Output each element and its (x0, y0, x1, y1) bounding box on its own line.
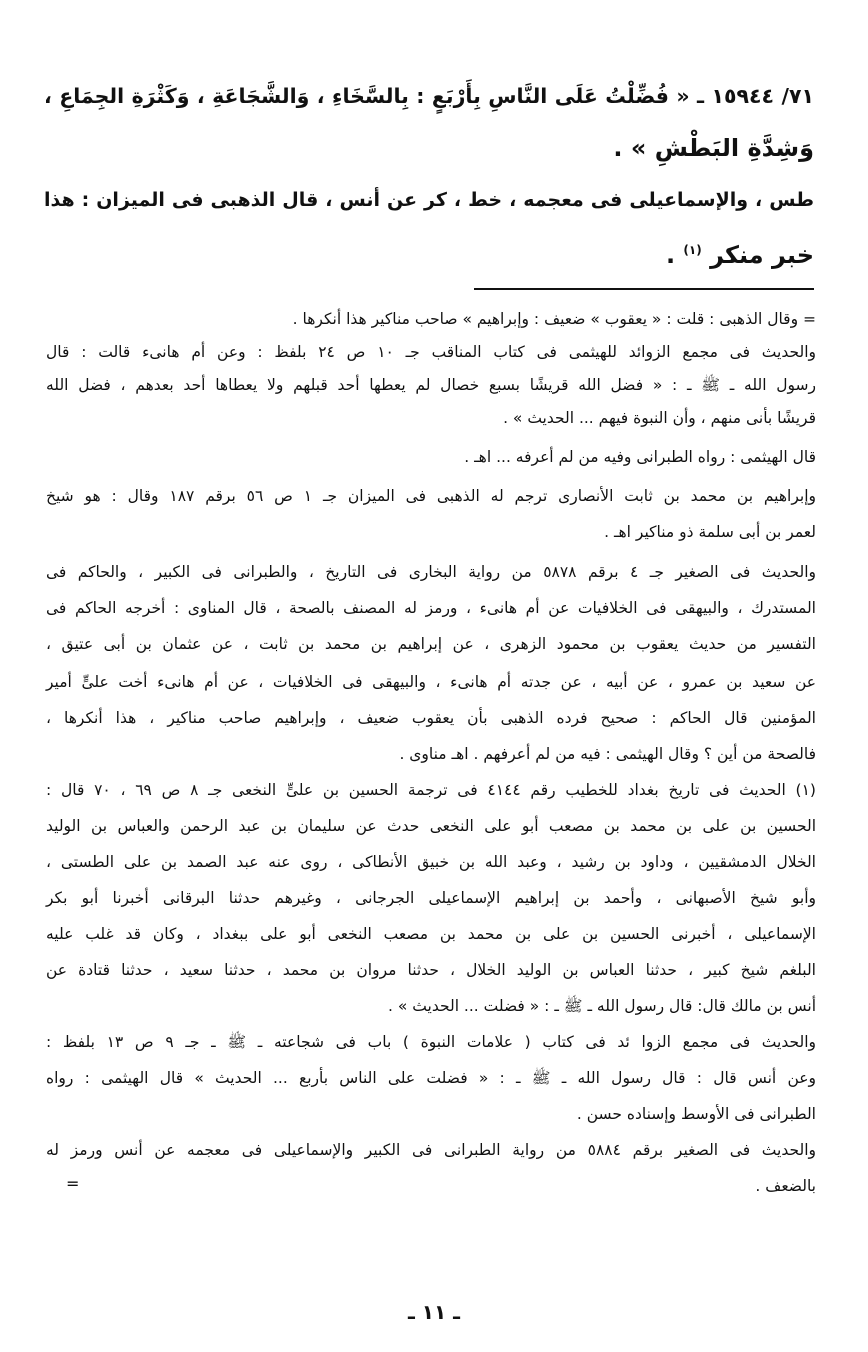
footnote-1-line: والحديث فى الصغير برقم ٥٨٨٤ من رواية الطبرانى فى الكبير والإسماعيلى فى معجمه عن أنس ورمز له (46, 1141, 816, 1159)
footnote-1-line: أنس بن مالك قال: قال رسول الله ـ ﷺ ـ : « فضلت ... الحديث » . (388, 997, 816, 1015)
hadith-source-line-1: طس ، والإسماعيلى فى معجمه ، خط ، كر عن أنس ، قال الذهبى فى الميزان : هذا (44, 189, 814, 211)
footnote-1-line: وعن أنس قال : قال رسول الله ـ ﷺ ـ : « فضلت على الناس بأربع ... الحديث » قال الهيثمى : رواه (46, 1069, 816, 1087)
footnote-1-line: الطبرانى فى الأوسط وإسناده حسن . (576, 1105, 816, 1123)
footnote-1-line: الخلال الدمشقيين ، وداود بن رشيد ، وعبد الله بن خبيق الأنطاكى ، روى عنه عبد الصمد بن على الطستى ، (46, 853, 816, 871)
prev-footnote-line: لعمر بن أبى سلمة ذو مناكير اهـ . (604, 523, 816, 541)
footnote-1-line: (١) الحديث فى تاريخ بغداد للخطيب رقم ٤١٤٤ فى ترجمة الحسين بن علىٍّ النخعى جـ ٨ ص ٦٩ ، ٧٠ قال : (46, 781, 816, 799)
footnote-marker: (١) (683, 243, 702, 257)
prev-footnote-line: والحديث فى الصغير جـ ٤ برقم ٥٨٧٨ من رواية البخارى فى التاريخ ، والطبرانى فى الكبير ، والحاكم فى (46, 563, 816, 581)
hadith-text-line-2: وَشِدَّةِ البَطْشِ » . (613, 134, 814, 162)
prev-footnote-line: قريشًا بأنى منهم ، وأن النبوة فيهم ... الحديث » . (503, 409, 816, 427)
footnote-1-line: والحديث فى مجمع الزوا ئد فى كتاب ( علامات النبوة ) باب فى شجاعته ـ ﷺ ـ جـ ٩ ص ١٣ بلفظ : (46, 1033, 816, 1051)
prev-footnote-line: عن سعيد بن عمرو ، عن أبيه ، عن جدته أم هانىء ، والبيهقى فى الخلافيات ، عن أم هانىء أخت علىٍّ أمير (46, 673, 816, 691)
prev-footnote-line: وإبراهيم بن محمد بن ثابت الأنصارى ترجم له الذهبى فى الميزان جـ ١ ص ٥٦ برقم ١٨٧ وقال : هو شيخ (46, 487, 816, 505)
footnote-1-line: البلغم شيخ كبير ، حدثنا العباس بن الوليد الخلال ، حدثنا مروان بن محمد ، حدثنا سعيد ، حدثنا قتادة عن (46, 961, 816, 979)
prev-footnote-line: المؤمنين قال الحاكم : صحيح فرده الذهبى بأن يعقوب ضعيف ، وإبراهيم صاحب مناكير ، هذا أنكرها ، (46, 709, 816, 727)
prev-footnote-line: فالصحة من أين ؟ وقال الهيثمى : فيه من لم أعرفهم . اهـ مناوى . (399, 745, 816, 763)
prev-footnote-line: التفسير من حديث يعقوب بن محمود الزهرى ، عن إبراهيم بن محمد بن ثابت ، عن عثمان بن أبى عتيق ، (46, 635, 816, 653)
source-text-end: . (665, 241, 684, 269)
prev-footnote-line: رسول الله ـ ﷺ ـ : « فضل الله قريشًا بسبع خصال لم يعطها أحد قبلهم ولا يعطاها أحد بعدهم ، فضل الله (46, 376, 816, 394)
footnote-1-line: الحسين بن على بن محمد بن مصعب أبو على النخعى حدث عن سليمان بن عبد الرحمن والعباس بن الوليد (46, 817, 816, 835)
prev-footnote-line: قال الهيثمى : رواه الطبرانى وفيه من لم أعرفه ... اهـ . (464, 448, 816, 466)
footnote-1-line: بالضعف . (755, 1177, 816, 1195)
page-number: ـ ١١ ـ (407, 1300, 461, 1324)
continuation-mark: = (66, 1174, 80, 1193)
source-text: خبر منكر (710, 241, 814, 269)
footnote-1-line: وأبو شيخ الأصبهانى ، وأحمد بن إبراهيم الإسماعيلى الجرجانى ، وغيرهم حدثنا البرقانى أخبرنا أبو بكر (46, 889, 816, 907)
prev-footnote-line: والحديث فى مجمع الزوائد للهيثمى فى كتاب المناقب جـ ١٠ ص ٢٤ بلفظ : وعن أم هانىء قالت : قال (46, 343, 816, 361)
hadith-source-line-2 (44, 230, 814, 270)
hadith-text-line-1: ٧١/ ١٥٩٤٤ ـ « فُضِّلْتُ عَلَى النَّاسِ بِأَرْبَعٍ : بِالسَّخَاءِ ، وَالشَّجَاعَةِ ، وَكَثْرَةِ الجِمَاعِ ، (44, 84, 815, 108)
prev-footnote-line: = وقال الذهبى : قلت : « يعقوب » ضعيف : وإبراهيم » صاحب مناكير هذا أنكرها . (292, 310, 816, 328)
footnote-separator (474, 288, 814, 290)
prev-footnote-line: المستدرك ، والبيهقى فى الخلافيات عن أم هانىء ، ورمز له المصنف بالصحة ، قال المناوى : أخرجه الحاكم فى (46, 599, 816, 617)
footnote-1-line: الإسماعيلى ، أخبرنى الحسين بن على بن محمد بن مصعب النخعى أبو على ببغداد ، وكان قد غلب عليه (46, 925, 816, 943)
